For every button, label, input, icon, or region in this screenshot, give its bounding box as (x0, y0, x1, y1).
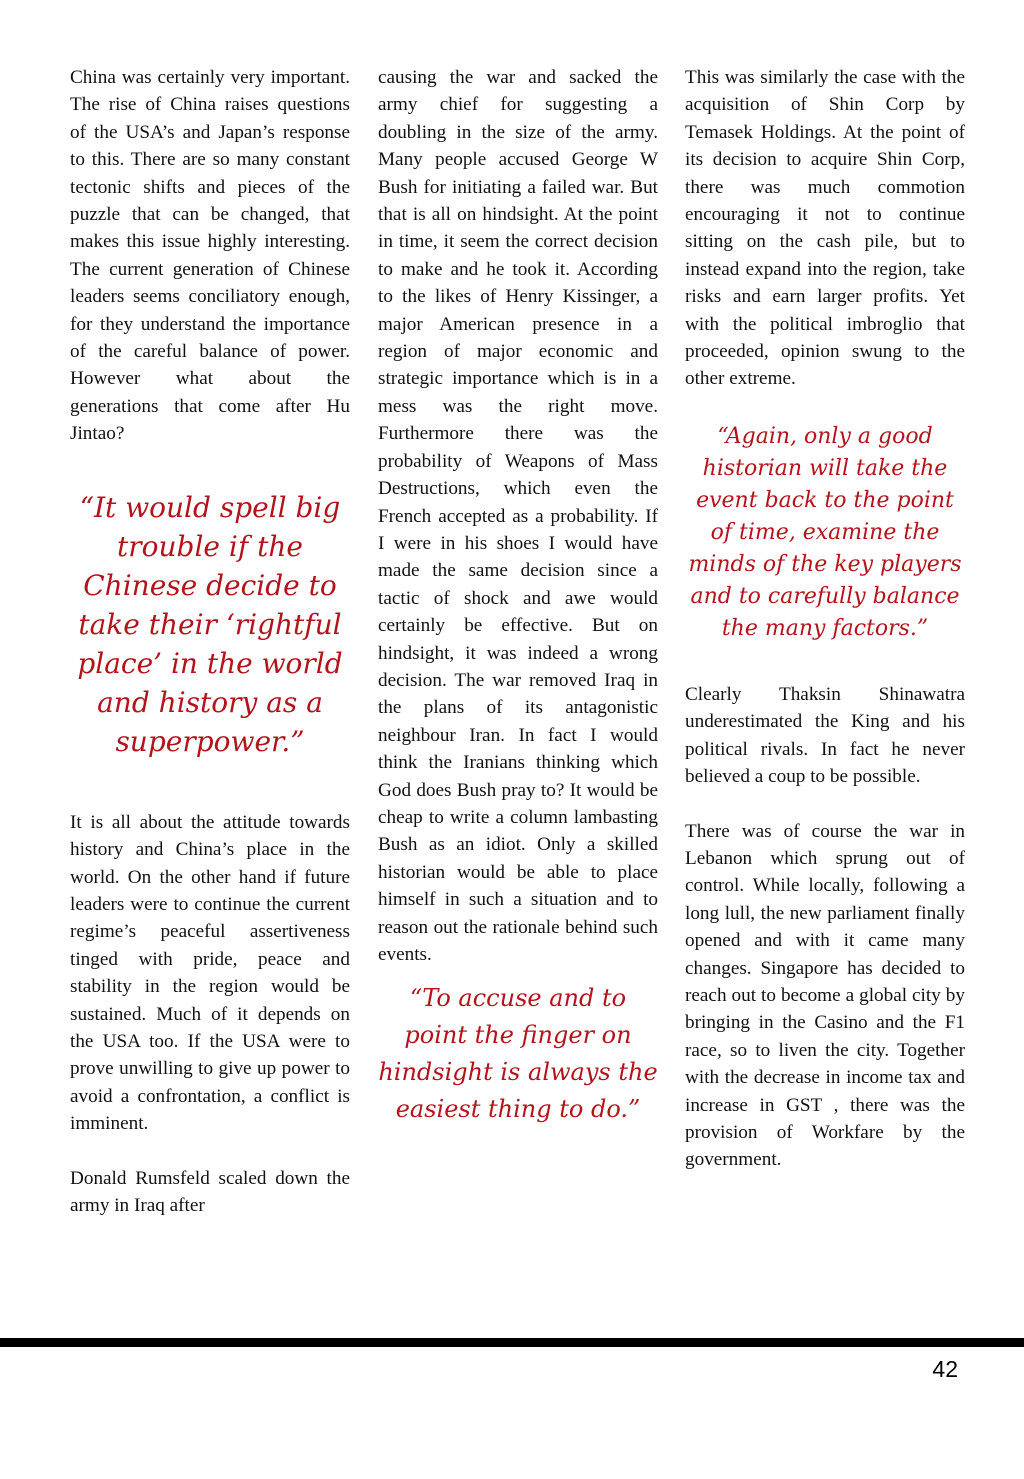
page-number: 42 (932, 1356, 958, 1382)
article-column-3 (685, 64, 965, 1174)
pull-quote: “Again, only a good historian will take the event back to the point of time, examine the minds of the key players and to carefully balance the many factors.” (688, 423, 962, 641)
body-paragraph: This was similarly the case with the acquisition of Shin Corp by Temasek Holdings. At the point of its decision to acquire Shin Corp, there was much commotion encouraging it not to continue sitting on the cash pile, but to instead expand into the region, take risks and earn larger profits. Yet with the political imbroglio that proceeded, opinion swung to the other extreme. (685, 67, 965, 390)
footer-divider (0, 1338, 1024, 1347)
body-paragraph: Clearly Thaksin Shinawatra underestimated the King and his political rivals. In fact he never believed a coup to be possible. (685, 683, 965, 788)
body-paragraph: It is all about the attitude towards history and China’s place in the world. On the other hand if future leaders were to continue the current regime’s peaceful assertiveness tinged with pride, peace and stability in the region would be sustained. Much of it depends on the USA too. If the USA were to prove unwilling to give up power to avoid a confrontation, a conflict is imminent. (70, 811, 350, 1135)
pull-quote: “To accuse and to point the finger on hindsight is always the easiest thing to do.” (378, 984, 658, 1124)
body-paragraph: causing the war and sacked the army chief for suggesting a doubling in the size of the army. Many people accused George W Bush for initiating a failed war. But that is all on hindsight. At the point in time, it seem the correct decision to make and he took it. According to the likes of Henry Kissinger, a major American presence in a region of major economic and strategic importance which is in a mess was the right move. Furthermore there was the probability of Weapons of Mass Destructions, which even the French accepted as a probability. If I were in his shoes I would have made the same decision since a tactic of shock and awe would certainly be effective. But on hindsight, it was indeed a wrong decision. The war removed Iraq in the plans of its antagonistic neighbour Iran. In fact I would think the Iranians thinking which God does Bush pray to? It would be cheap to write a column lambasting Bush as an idiot. Only a skilled historian would be able to place himself in such a situation and to reason out the rationale behind such events. (378, 67, 658, 965)
body-paragraph: There was of course the war in Lebanon which sprung out of control. While locally, following a long lull, the new parliament finally opened and with it came many changes. Singapore has decided to reach out to become a global city by bringing in the Casino and the F1 race, so to liven the city. Together with the decrease in income tax and increase in GST , there was the provision of Workfare by the government. (685, 820, 965, 1171)
article-column-1 (70, 64, 350, 1219)
pull-quote: “It would spell big trouble if the Chinese decide to take their ‘rightful place’ in the world and history as a superpower.” (77, 490, 343, 758)
body-paragraph: Donald Rumsfeld scaled down the army in Iraq after (70, 1167, 350, 1216)
article-column-2 (378, 64, 658, 1128)
body-paragraph: China was certainly very important. The rise of China raises questions of the USA’s and Japan’s response to this. There are so many constant tectonic shifts and pieces of the puzzle that can be changed, that makes this issue highly interesting. The current generation of Chinese leaders seems conciliatory enough, for they understand the importance of the careful balance of power. However what about the generations that come after Hu Jintao? (70, 67, 350, 445)
